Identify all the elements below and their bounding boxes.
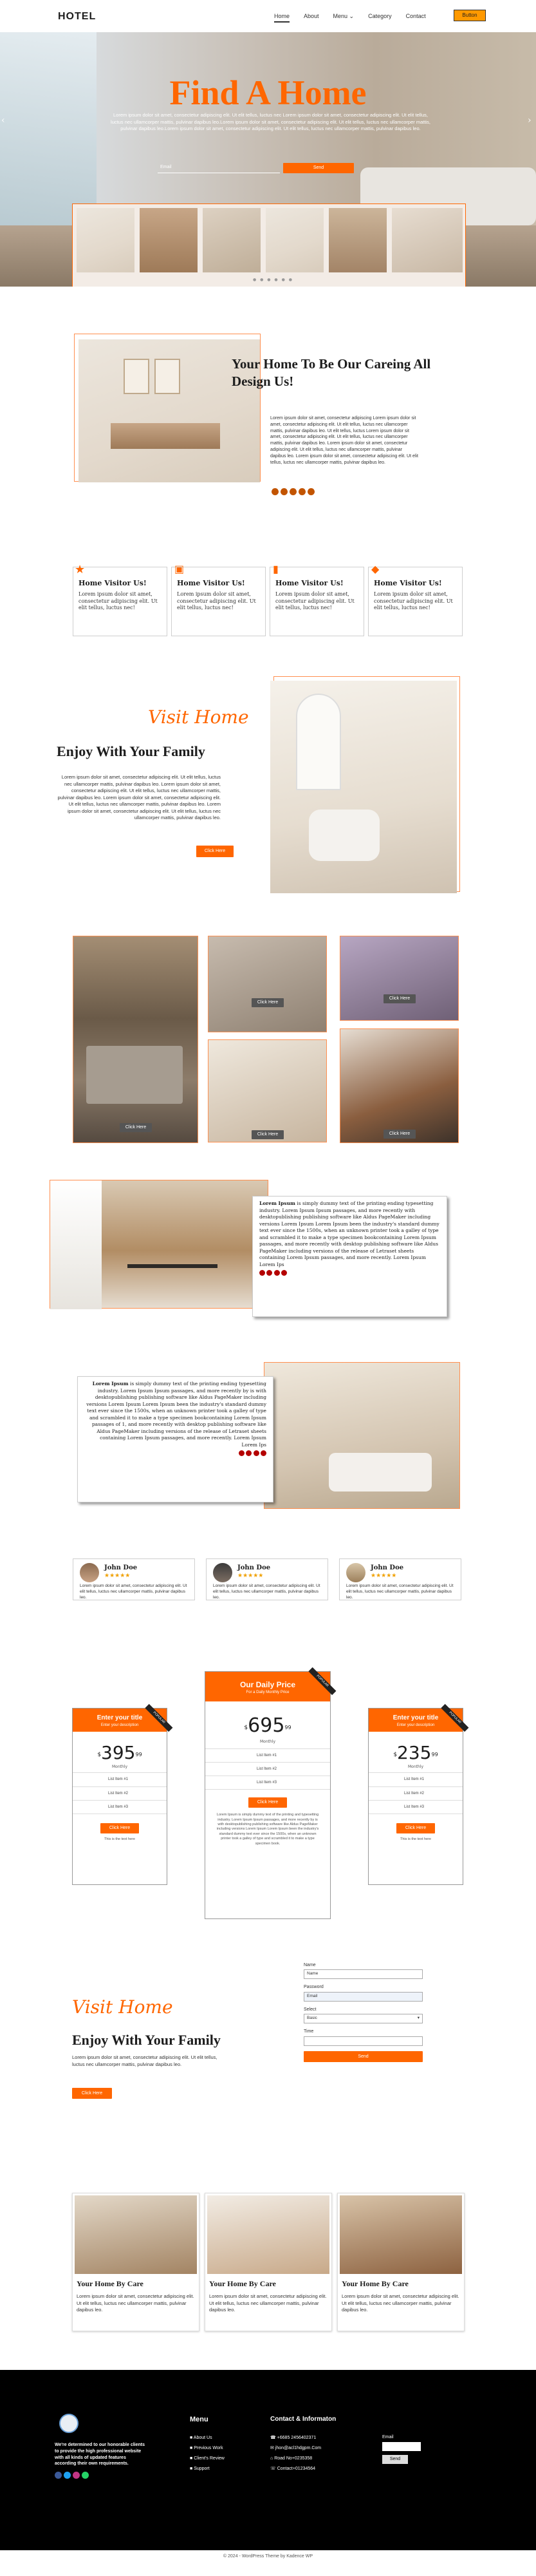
card-image [75, 2195, 197, 2274]
name-field[interactable]: Name [304, 1969, 423, 1979]
pricing-ribbon: POPULAR [441, 1704, 469, 1732]
instagram-icon[interactable] [73, 2472, 80, 2479]
footer-link-support[interactable]: ■ Support [190, 2467, 210, 2472]
pricing-button[interactable]: Click Here [248, 1797, 287, 1808]
footer-contact-title: Contact & Informaton [270, 2416, 337, 2423]
feature-title: Home Visitor Us! [79, 579, 147, 587]
password-field[interactable]: Email [304, 1992, 423, 2002]
footer-logo [59, 2414, 79, 2433]
gallery-button[interactable]: Click Here [384, 1130, 416, 1139]
testimonial-card [206, 1558, 328, 1600]
gallery-image[interactable] [208, 936, 327, 1032]
about-title: Your Home To Be Our Careing All Design Us! [232, 356, 431, 390]
nav-menu[interactable]: Menu ⌄ [333, 13, 355, 19]
story1-card [252, 1196, 447, 1317]
price-cents: 99 [431, 1751, 438, 1757]
social-icon[interactable] [290, 488, 297, 495]
visit-script: Visit Home [148, 706, 249, 728]
story1-dots [259, 1270, 440, 1278]
info-card [337, 2193, 465, 2331]
story2-dots [84, 1450, 266, 1459]
price-cents: 99 [284, 1725, 291, 1731]
footer-email-input[interactable] [382, 2442, 421, 2451]
nav-home[interactable]: Home [274, 12, 290, 23]
hero-title: Find A Home [169, 73, 367, 112]
pricing-button[interactable]: Click Here [100, 1823, 139, 1833]
gallery-image[interactable] [340, 1028, 459, 1143]
footer-link-label: Client's Review [194, 2456, 225, 2461]
carousel-prev-arrow[interactable]: ‹ [1, 115, 5, 126]
newsletter-send-button[interactable]: Send [283, 163, 354, 173]
footer-link-label: Previous Work [194, 2446, 223, 2451]
price-period: Monthly [407, 1765, 424, 1770]
select-label: Select [304, 2007, 317, 2012]
sofa [329, 1453, 432, 1492]
newsletter-input[interactable] [158, 163, 280, 173]
rating-stars: ★★★★★ [371, 1573, 397, 1579]
price-amount: 395 [101, 1741, 136, 1763]
arch-window [296, 694, 341, 790]
avatar [213, 1563, 232, 1582]
feature-card [73, 563, 167, 636]
visit-title: Enjoy With Your Family [57, 743, 205, 759]
pricing-title: Enter your title [97, 1714, 143, 1721]
price-period: Monthly [259, 1739, 276, 1744]
pricing-note: This is the text here [104, 1837, 135, 1841]
pricing-card [72, 1708, 167, 1885]
about-text: Lorem ipsum dolor sit amet, consectetur adipiscing Lorem ipsum dolor sit amet, consectetur adipiscing elit. Ut elit tellus, luctus nec ullamcorper mattis, pulvinar dapibus leo. Ut elit tellus, luctus Lorem ipsum dolor sit amet, consectetur adipiscing elit. Ut elit tellus, luctus nec ullamcorper mattis, pulvinar dapibus leo. Lorem ipsum dolor sit amet, consectetur adipiscing elit. Ut elit tellus, luctus nec ullamcorper mattis, pulvinar dapibus leo. Lorem ipsum dolor sit amet, consectetur adipiscing elit. Ut elit tellus, luctus nec ullamcorper mattis, pulvinar dapibus leo. [270, 416, 418, 465]
bed [86, 1046, 183, 1104]
dot-icon[interactable] [274, 1270, 280, 1276]
gallery-button[interactable]: Click Here [252, 998, 284, 1007]
hero-carousel [72, 204, 466, 287]
contact-text: Contact+01234564 [277, 2467, 316, 2472]
carousel-thumb[interactable] [140, 208, 198, 272]
contact-script: Visit Home [72, 1996, 173, 2018]
story2-card [77, 1376, 273, 1502]
bookmark-icon: ▮ [273, 563, 279, 575]
carousel-thumb[interactable] [77, 208, 134, 272]
copyright: © 2024 - WordPress Theme by Kadence WP [223, 2554, 313, 2559]
armchair [309, 810, 380, 861]
carousel-dots[interactable]: ● ● ● ● ● ● [253, 278, 293, 282]
social-icon[interactable] [299, 488, 306, 495]
gallery-button[interactable]: Click Here [120, 1123, 152, 1132]
pricing-sub: Enter your description [100, 1723, 139, 1727]
hero-banner [0, 32, 536, 287]
pricing-item: List Item #2 [73, 1786, 167, 1800]
contact-form [304, 1962, 423, 2062]
nav-contact[interactable]: Contact [405, 13, 426, 19]
info-card [205, 2193, 332, 2331]
pricing-price [73, 1732, 167, 1773]
frame-decor [154, 359, 180, 394]
footer-email-label: Email [382, 2435, 394, 2439]
pricing-item: List Item #1 [73, 1772, 167, 1786]
gallery-image[interactable] [73, 936, 198, 1143]
lock-icon: ▣ [174, 563, 185, 575]
contact-item: ☏ Contact+01234564 [270, 2467, 316, 2472]
sideboard [111, 423, 220, 449]
email-text: jhon@acl1hdgpm.Com [275, 2446, 322, 2451]
visit-text: Lorem ipsum dolor sit amet, consectetur adipiscing elit. Ut elit tellus, luctus nec ullamcorper mattis, pulvinar dapibus leo. Lorem ipsum dolor sit amet, consectetur adipiscing elit. Ut elit tellus, luctus nec ullamcorper mattis, pulvinar dapibus leo. Lorem ipsum dolor sit amet, consectetur adipiscing elit. Ut elit tellus, luctus nec ullamcorper mattis, pulvinar dapibus leo. Lorem ipsum dolor sit amet, consectetur adipiscing elit. Ut elit tellus, luctus nec ullamcorper mattis, pulvinar dapibus leo. [57, 774, 221, 820]
contact-button[interactable]: Click Here [72, 2088, 112, 2099]
story1-text: is simply dummy text of the printing ending typesetting industry. Lorem Ipsum Ipsum passages, and more recently with desktopublishing publishing software like Aldus PageMaker including versions Lorem Ipsum Lorem Ipsum been the industry's standard dummy text ever since the 1500s, when an unknown printer took a galley of type and scrambled it to make a type specimen bookcontaining Lorem Ipsum passages, and more recently with desktop publishing software like Aldus PageMaker including versions of the release of Letraset sheets containing Lorem Ipsum passages, and more recently. Lorem Ipsum Lorem Ips [259, 1200, 439, 1267]
card-title: Your Home By Care [77, 2279, 143, 2288]
feature-text: Lorem ipsum dolor sit amet, consectetur adipiscing elit. Ut elit tellus, luctus nec! [275, 591, 355, 611]
testimonial-card [339, 1558, 461, 1600]
card-text: Lorem ipsum dolor sit amet, consectetur adipiscing elit. Ut elit tellus, luctus nec ullamcorper mattis, pulvinar dapibus leo. [342, 2293, 459, 2313]
pricing-item: List Item #3 [369, 1800, 463, 1814]
phone-text: +6685 2456402371 [277, 2436, 317, 2440]
tag-icon: ◆ [371, 563, 380, 575]
gallery-button[interactable]: Click Here [252, 1130, 284, 1139]
pricing-title: Enter your title [393, 1714, 439, 1721]
footer-send-button[interactable]: Send [382, 2455, 408, 2464]
pricing-ribbon: POPULAR [145, 1704, 173, 1732]
email-item: ✉ jhon@acl1hdgpm.Com [270, 2446, 322, 2451]
dot-icon[interactable] [261, 1450, 266, 1456]
dot-icon[interactable] [281, 1270, 287, 1276]
twitter-icon[interactable] [64, 2472, 71, 2479]
currency: $ [97, 1751, 102, 1758]
feature-title: Home Visitor Us! [275, 579, 344, 587]
price-period: Monthly [111, 1765, 128, 1770]
footer-menu-title: Menu [190, 2416, 208, 2423]
card-title: Your Home By Care [209, 2279, 276, 2288]
pricing-item: List Item #3 [73, 1800, 167, 1814]
testimonial-card [73, 1558, 195, 1600]
gallery-button[interactable]: Click Here [384, 994, 416, 1003]
story1-lead: Lorem Ipsum [259, 1200, 295, 1206]
pricing-item: List Item #2 [205, 1762, 330, 1776]
gallery-image[interactable] [208, 1039, 327, 1142]
password-label: Password [304, 1985, 324, 1990]
carousel-thumb[interactable] [329, 208, 387, 272]
footer-link-review[interactable]: ■ Client's Review [190, 2456, 225, 2461]
info-card [72, 2193, 199, 2331]
address-item: ⌂ Road No+0235358 [270, 2456, 313, 2461]
rating-stars: ★★★★★ [104, 1573, 131, 1579]
price-amount: 695 [248, 1714, 285, 1738]
phone-item: ☎ +6685 2456402371 [270, 2436, 317, 2440]
dot-icon[interactable] [266, 1270, 272, 1276]
site-footer [0, 2370, 536, 2550]
window [50, 1180, 102, 1309]
currency: $ [393, 1751, 398, 1758]
about-social-icons [272, 488, 315, 495]
nav-about[interactable]: About [304, 13, 319, 19]
feature-text: Lorem ipsum dolor sit amet, consectetur adipiscing elit. Ut elit tellus, luctus nec! [177, 591, 256, 611]
pricing-item: List Item #3 [205, 1776, 330, 1790]
footer-social [55, 2472, 89, 2479]
logo-text: HOTEL [58, 11, 97, 22]
card-image [207, 2195, 329, 2274]
testimonial-text: Lorem ipsum dolor sit amet, consectetur adipiscing elit. Ut elit tellus, luctus nec ullamcorper mattis, pulvinar dapibus leo. [213, 1584, 320, 1600]
testimonial-name: John Doe [104, 1564, 138, 1571]
dot-icon[interactable] [246, 1450, 252, 1456]
pricing-item: List Item #1 [205, 1748, 330, 1762]
footer-link-about[interactable]: ■ About Us [190, 2436, 212, 2440]
feature-card [270, 563, 364, 636]
pricing-note: This is the text here [400, 1837, 431, 1841]
story2-image [264, 1362, 460, 1509]
story2-text: is simply dummy text of the printing ending typesetting industry. Lorem Ipsum Ipsum passages, and more recently by is with desktopublishing publishing software like Aldus PageMaker including versions Lorem Ipsum Lorem Ipsum been the industry's standard dummy text ever since the 1500s, when an unknown printer took a galley of type and scrambled it to make a type specimen bookcontaining Lorem Ipsum passages of 1, and more recently with desktop publishing software like Aldus PageMaker including versions of the release of Letraset sheets containing Lorem Ipsum passages, and more recently. Lorem Ipsum Lorem Ips [86, 1381, 266, 1448]
rating-stars: ★★★★★ [237, 1573, 264, 1579]
facebook-icon[interactable] [55, 2472, 62, 2479]
hero-text: Lorem ipsum dolor sit amet, consectetur adipiscing elit. Ut elit tellus, luctus nec Lorem ipsum dolor sit amet, consectetur adipiscing elit. Ut elit tellus, luctus nec ullamcorper mattis, pulvinar dapibus leo.Lorem ipsum dolor sit amet, consectetur adipiscing elit. Ut elit tellus, luctus nec ullamcorper mattis, pulvinar dapibus leo.Lorem ipsum dolor sit amet, consectetur adipiscing elit. Ut elit tellus, luctus nec ullamcorper mattis, pulvinar dapibus leo. [111, 112, 430, 131]
currency: $ [244, 1725, 248, 1732]
dot-icon[interactable] [254, 1450, 259, 1456]
newsletter-placeholder: Email [160, 165, 172, 169]
hero-window [0, 32, 97, 225]
testimonial-name: John Doe [371, 1564, 404, 1571]
visit-frame [273, 676, 460, 892]
carousel-thumb[interactable] [203, 208, 261, 272]
social-icon[interactable] [308, 488, 315, 495]
card-text: Lorem ipsum dolor sit amet, consectetur adipiscing elit. Ut elit tellus, luctus nec ullamcorper mattis, pulvinar dapibus leo. [209, 2293, 327, 2313]
dot-icon[interactable] [239, 1450, 245, 1456]
header-button[interactable]: Button [454, 10, 486, 21]
pricing-sub: For a Daily Monthly Price [246, 1690, 290, 1695]
testimonial-name: John Doe [237, 1564, 271, 1571]
pricing-header [205, 1672, 330, 1701]
chevron-down-icon: ▾ [417, 2016, 420, 2021]
social-icon[interactable] [272, 488, 279, 495]
pricing-item: List Item #2 [369, 1786, 463, 1800]
time-field[interactable] [304, 2036, 423, 2046]
card-text: Lorem ipsum dolor sit amet, consectetur adipiscing elit. Ut elit tellus, luctus nec ullamcorper mattis, pulvinar dapibus leo. [77, 2293, 194, 2313]
form-send-button[interactable]: Send [304, 2051, 423, 2062]
select-field[interactable] [304, 2014, 423, 2023]
name-label: Name [304, 1963, 316, 1967]
avatar [80, 1563, 99, 1582]
carousel-next-arrow[interactable]: › [528, 115, 531, 126]
gallery-image[interactable] [340, 936, 459, 1021]
footer-link-label: Support [194, 2467, 210, 2472]
footer-menu [190, 2433, 225, 2474]
visit-button[interactable]: Click Here [196, 846, 234, 857]
feature-title: Home Visitor Us! [177, 579, 245, 587]
contact-title: Enjoy With Your Family [72, 2032, 221, 2048]
card-title: Your Home By Care [342, 2279, 409, 2288]
footer-link-label: About Us [193, 2436, 212, 2440]
pricing-ribbon: POPULAR [309, 1667, 337, 1695]
footer-about: We're determined to our honorable clients to provide the high professional website with all kinds of updated features according their own requirements. [55, 2443, 145, 2467]
carousel-thumb[interactable] [392, 208, 463, 272]
whatsapp-icon[interactable] [82, 2472, 89, 2479]
nav-category[interactable]: Category [368, 13, 392, 19]
testimonial-text: Lorem ipsum dolor sit amet, consectetur adipiscing elit. Ut elit tellus, luctus nec ullamcorper mattis, pulvinar dapibus leo. [80, 1584, 187, 1600]
main-nav [274, 12, 426, 23]
pricing-sub: Enter your description [396, 1723, 435, 1727]
pricing-item: List Item #1 [369, 1772, 463, 1786]
pricing-note: Lorem Ipsum is simply dummy text of the printing and typesetting industry. Lorem Ipsum Ipsum passages, and more recently by is with desktopublishing publishing software like Aldus PageMaker including versions Lorem Ipsum Lorem Ipsum been the industry's standard dummy text ever since the 1500s, when an unknown printer took a galley of type and scrambled it to make a type specimen book. [216, 1813, 319, 1846]
pricing-button[interactable]: Click Here [396, 1823, 435, 1833]
time-label: Time [304, 2029, 314, 2034]
select-value: Basic [307, 2016, 317, 2021]
testimonial-text: Lorem ipsum dolor sit amet, consectetur adipiscing elit. Ut elit tellus, luctus nec ullamcorper mattis, pulvinar dapibus leo. [346, 1584, 454, 1600]
pricing-card [205, 1671, 331, 1919]
site-logo[interactable] [58, 10, 96, 24]
card-image [340, 2195, 462, 2274]
price-cents: 99 [135, 1751, 142, 1757]
feature-card [171, 563, 266, 636]
social-icon[interactable] [281, 488, 288, 495]
pricing-price [205, 1701, 330, 1748]
feature-text: Lorem ipsum dolor sit amet, consectetur adipiscing elit. Ut elit tellus, luctus nec! [79, 591, 158, 611]
pricing-price [369, 1732, 463, 1773]
feature-card [368, 563, 463, 636]
avatar [346, 1563, 365, 1582]
star-icon: ★ [75, 563, 86, 576]
pricing-title: Our Daily Price [239, 1680, 296, 1689]
dot-icon[interactable] [259, 1270, 265, 1276]
feature-title: Home Visitor Us! [374, 579, 442, 587]
price-amount: 235 [397, 1741, 432, 1763]
visit-image [270, 681, 457, 893]
footer-link-work[interactable]: ■ Previous Work [190, 2446, 223, 2451]
footer-contact [270, 2433, 321, 2474]
story1-image [50, 1180, 268, 1309]
feature-text: Lorem ipsum dolor sit amet, consectetur adipiscing elit. Ut elit tellus, luctus nec! [374, 591, 453, 611]
contact-text: Lorem ipsum dolor sit amet, consectetur adipiscing elit. Ut elit tellus, luctus nec ullamcorper mattis, pulvinar dapibus leo. [72, 2054, 217, 2067]
carousel-thumb[interactable] [266, 208, 324, 272]
site-header [0, 0, 536, 32]
bar-stools [127, 1264, 217, 1268]
pricing-card [368, 1708, 463, 1885]
story2-lead: Lorem Ipsum [92, 1381, 129, 1387]
address-text: Road No+0235358 [274, 2456, 313, 2461]
frame-decor [124, 359, 149, 394]
